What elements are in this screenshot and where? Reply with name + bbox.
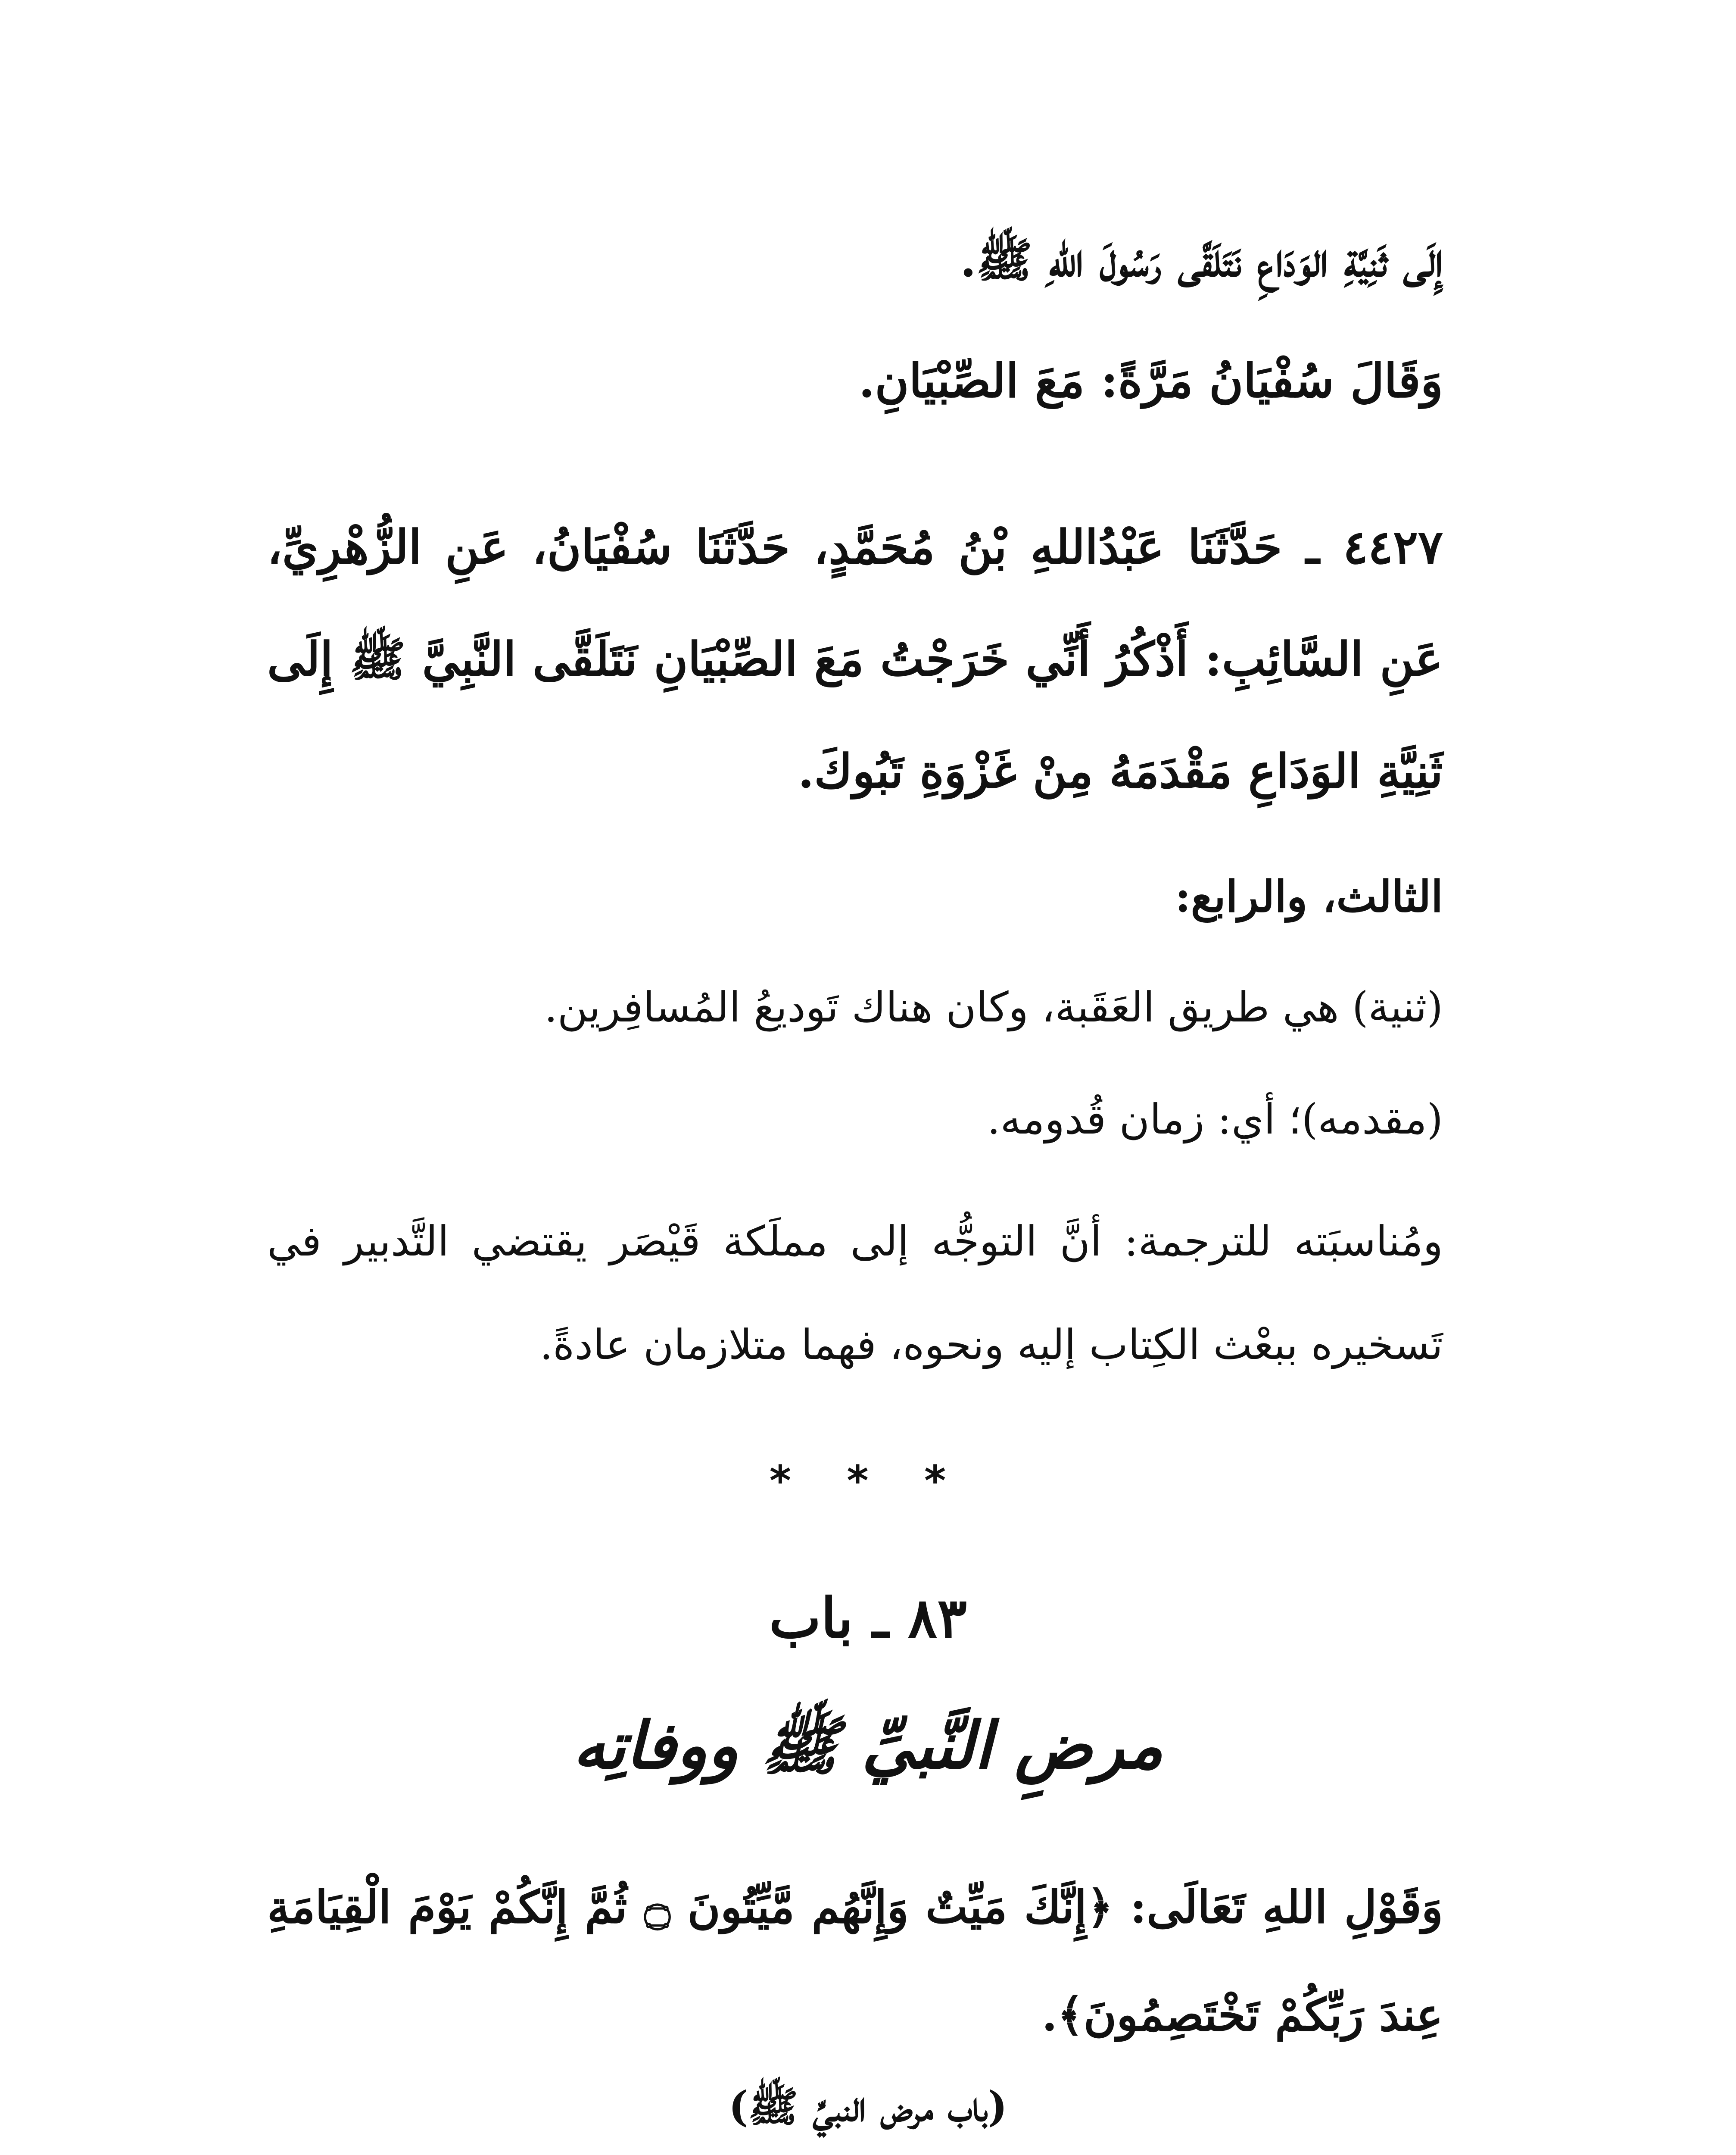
commentary-thaniyya: (ثنية) هي طريق العَقَبة، وكان هناك تَوديعُ المُسافِرين.: [544, 983, 1443, 1031]
commentary-heading: الثالث، والرابع:: [1175, 871, 1443, 922]
section-separator: * * *: [769, 1457, 967, 1505]
sub-heading: (باب مرض النبيِّ ﷺ): [729, 2082, 1007, 2131]
line-sufyan-qal: وَقَالَ سُفْيَانُ مَرَّةً: مَعَ الصِّبْيَانِ.: [858, 354, 1443, 408]
line-thaniyyat-alwada: إِلَى ثَنِيَّةِ الوَدَاعِ نَتَلَقَّى رَسُولَ اللهِ ﷺ.: [960, 233, 1443, 287]
hadith-4427: ٤٤٢٧ ـ حَدَّثَنَا عَبْدُاللهِ بْنُ مُحَمَّدٍ، حَدَّثَنَا سُفْيَانُ، عَنِ الزُّهْرِيِّ، عَنِ السَّائِبِ: أَذْكُرُ أَنِّي خَرَجْتُ مَعَ الصِّبْيَانِ نَتَلَقَّى النَّبِيَّ ﷺ إِلَى ثَنِيَّةِ الوَدَاعِ مَقْدَمَهُ مِنْ غَزْوَةِ تَبُوكَ.: [267, 520, 1443, 799]
chapter-title: مرضِ النَّبيِّ ﷺ ووفاتِه: [573, 1708, 1163, 1783]
commentary-maqdamuh: (مقدمه)؛ أي: زمان قُدومه.: [987, 1095, 1443, 1143]
commentary-munasaba: ومُناسبَته للترجمة: أنَّ التوجُّه إلى مملَكة قَيْصَر يقتضي التَّدبير في تَسخيره ببعْث الكِتاب إليه ونحوه، فهما متلازمان عادةً.: [267, 1217, 1443, 1369]
chapter-number: ٨٣ ـ باب: [769, 1586, 967, 1651]
quran-verse: وَقَوْلِ اللهِ تَعَالَى: ﴿إِنَّكَ مَيِّتٌ وَإِنَّهُم مَّيِّتُونَ ۝ ثُمَّ إِنَّكُمْ يَوْمَ الْقِيَامَةِ عِندَ رَبِّكُمْ تَخْتَصِمُونَ﴾.: [267, 1880, 1443, 2041]
